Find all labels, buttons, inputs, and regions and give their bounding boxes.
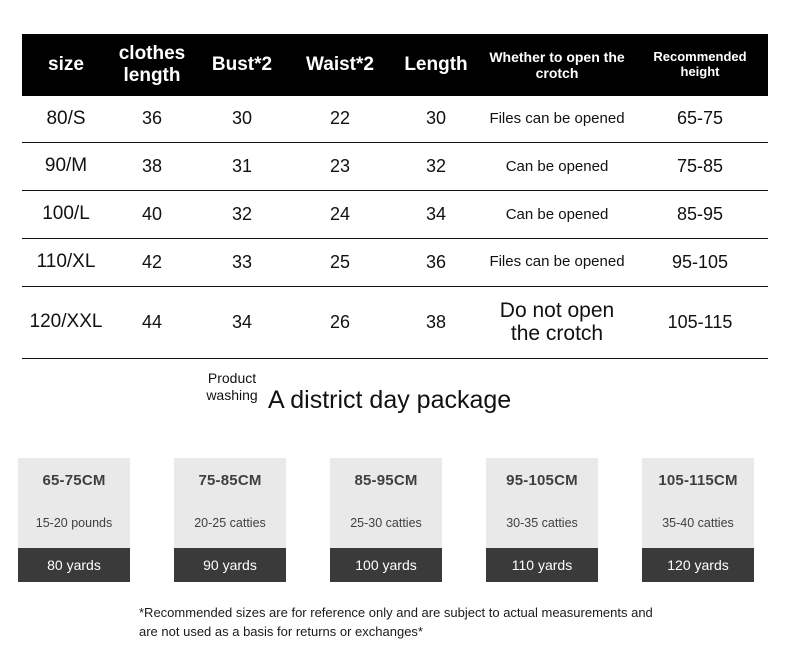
card-yards-label: 110 yards <box>486 548 598 582</box>
card-weight-range: 35-40 catties <box>662 516 734 530</box>
cell-recommended-height: 105-115 <box>632 286 768 358</box>
size-table <box>22 34 768 359</box>
card-yards-label: 120 yards <box>642 548 754 582</box>
cell-size: 110/XL <box>22 239 110 287</box>
card-height-range: 105-115CM <box>658 472 738 489</box>
list-item <box>18 458 130 582</box>
cell-open-crotch: Can be opened <box>482 143 632 191</box>
cell-clothes-length: 38 <box>110 143 194 191</box>
cell-recommended-height: 85-95 <box>632 191 768 239</box>
list-item <box>642 458 754 582</box>
size-table-header <box>22 34 768 96</box>
cell-waist: 24 <box>290 191 390 239</box>
cell-size: 80/S <box>22 96 110 143</box>
cell-bust: 34 <box>194 286 290 358</box>
column-header-waist: Waist*2 <box>290 34 390 96</box>
card-yards-label: 90 yards <box>174 548 286 582</box>
cell-length: 32 <box>390 143 482 191</box>
table-row <box>22 143 768 191</box>
cell-clothes-length: 44 <box>110 286 194 358</box>
cell-size: 120/XXL <box>22 286 110 358</box>
card-height-range: 75-85CM <box>198 472 262 489</box>
card-weight-range: 30-35 catties <box>506 516 578 530</box>
cell-clothes-length: 36 <box>110 96 194 143</box>
card-weight-range: 25-30 catties <box>350 516 422 530</box>
table-row <box>22 286 768 358</box>
card-yards-label: 100 yards <box>330 548 442 582</box>
cell-bust: 31 <box>194 143 290 191</box>
cell-length: 30 <box>390 96 482 143</box>
column-header-length: Length <box>390 34 482 96</box>
list-item <box>174 458 286 582</box>
size-table-body <box>22 96 768 359</box>
cell-size: 100/L <box>22 191 110 239</box>
cell-waist: 26 <box>290 286 390 358</box>
size-recommendation-cards <box>18 458 772 584</box>
cell-open-crotch: Files can be opened <box>482 96 632 143</box>
footnote-disclaimer: *Recommended sizes are for reference only and are subject to actual measurements and are not used as a basis for returns or exchanges* <box>139 605 653 639</box>
cell-open-crotch: Can be opened <box>482 191 632 239</box>
product-washing-label: Product washing <box>206 370 258 403</box>
card-weight-range: 15-20 pounds <box>35 516 113 530</box>
cell-bust: 32 <box>194 191 290 239</box>
card-yards-label: 80 yards <box>18 548 130 582</box>
column-header-bust: Bust*2 <box>194 34 290 96</box>
package-title: A district day package <box>268 386 512 414</box>
cell-recommended-height: 95-105 <box>632 239 768 287</box>
cell-open-crotch: Do not open the crotch <box>482 286 632 358</box>
card-weight-range: 20-25 catties <box>194 516 266 530</box>
table-row <box>22 96 768 143</box>
card-height-range: 65-75CM <box>42 472 106 489</box>
card-height-range: 95-105CM <box>506 472 578 489</box>
cell-recommended-height: 75-85 <box>632 143 768 191</box>
cell-bust: 33 <box>194 239 290 287</box>
cell-clothes-length: 40 <box>110 191 194 239</box>
cell-waist: 23 <box>290 143 390 191</box>
cell-waist: 22 <box>290 96 390 143</box>
cell-open-crotch: Files can be opened <box>482 239 632 287</box>
cell-waist: 25 <box>290 239 390 287</box>
column-header-size: size <box>22 34 110 96</box>
cell-bust: 30 <box>194 96 290 143</box>
column-header-clothes-length: clothes length <box>110 34 194 96</box>
column-header-open-crotch: Whether to open the crotch <box>482 34 632 96</box>
list-item <box>330 458 442 582</box>
cell-clothes-length: 42 <box>110 239 194 287</box>
card-height-range: 85-95CM <box>354 472 418 489</box>
table-header-row <box>22 34 768 96</box>
table-row <box>22 239 768 287</box>
table-row <box>22 191 768 239</box>
cell-recommended-height: 65-75 <box>632 96 768 143</box>
list-item <box>486 458 598 582</box>
cell-length: 34 <box>390 191 482 239</box>
cell-size: 90/M <box>22 143 110 191</box>
cell-length: 38 <box>390 286 482 358</box>
cell-length: 36 <box>390 239 482 287</box>
column-header-recommended-height: Recommended height <box>632 34 768 96</box>
